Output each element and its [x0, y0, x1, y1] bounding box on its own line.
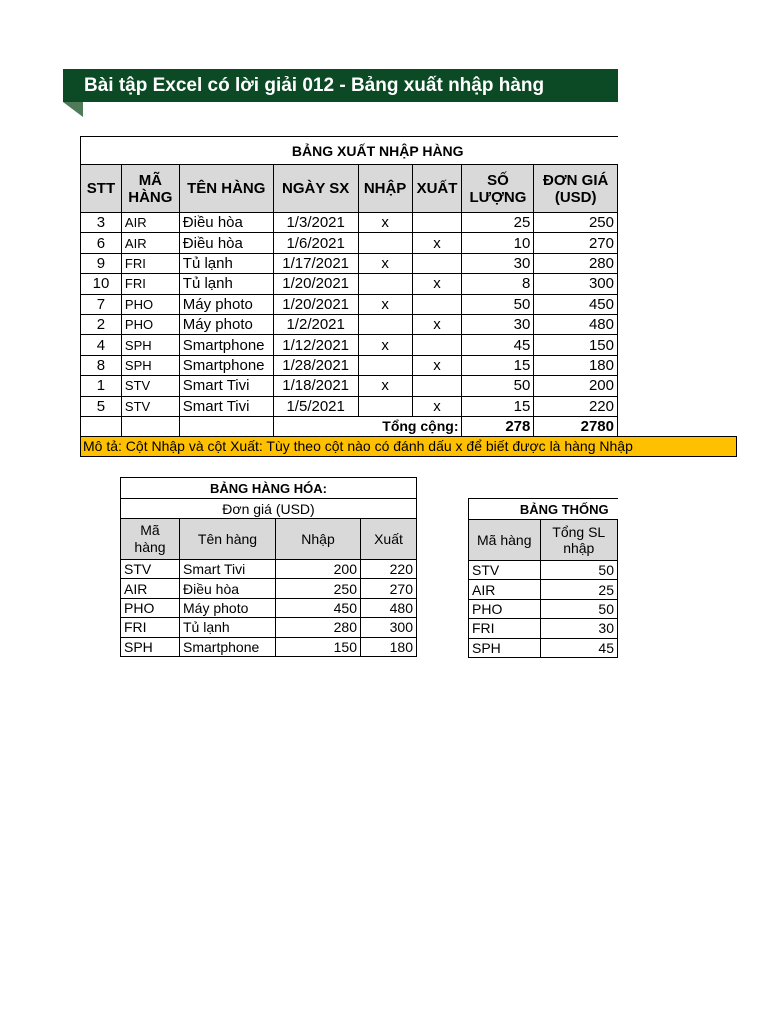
cell-import-mark[interactable]: [358, 274, 412, 294]
cell-stt[interactable]: 2: [81, 314, 122, 334]
cell-product-name[interactable]: Máy photo: [180, 598, 276, 617]
stats-header-code[interactable]: Mã hàng: [469, 520, 541, 561]
cell-product-code[interactable]: AIR: [121, 579, 180, 598]
cell-export-mark[interactable]: x: [412, 314, 462, 334]
cell-export-price[interactable]: 180: [361, 637, 417, 656]
cell-quantity[interactable]: 10: [462, 233, 534, 253]
cell-date[interactable]: 1/20/2021: [273, 294, 358, 314]
cell-stt[interactable]: 6: [81, 233, 122, 253]
stats-table-title[interactable]: BẢNG THỐNG: [469, 499, 618, 520]
header-quantity[interactable]: SỐ LƯỢNG: [462, 165, 534, 213]
total-row: [81, 416, 618, 436]
sheet-title: Bài tập Excel có lời giải 012 - Bảng xuất nhập hàng: [84, 75, 545, 96]
cell-stt[interactable]: 1: [81, 376, 122, 396]
cell-import-mark[interactable]: [358, 396, 412, 416]
cell-export-price[interactable]: 300: [361, 618, 417, 637]
cell-date[interactable]: 1/28/2021: [273, 355, 358, 375]
cell-export-mark[interactable]: [412, 294, 462, 314]
sheet-title-banner: [63, 69, 618, 102]
cell-product-name[interactable]: Tủ lạnh: [179, 274, 273, 294]
goods-table-header-row: [121, 519, 417, 560]
cell-product-name[interactable]: Smart Tivi: [180, 560, 276, 579]
total-label[interactable]: Tổng cộng:: [273, 416, 462, 436]
cell-import-price[interactable]: 200: [276, 560, 361, 579]
table-row: [81, 355, 618, 375]
cell-quantity[interactable]: 50: [462, 376, 534, 396]
stats-table: [468, 498, 618, 658]
cell-export-price[interactable]: 270: [361, 579, 417, 598]
cell-product-code[interactable]: AIR: [121, 233, 179, 253]
header-product-name[interactable]: TÊN HÀNG: [179, 165, 273, 213]
cell-import-price[interactable]: 450: [276, 598, 361, 617]
cell-date[interactable]: 1/3/2021: [273, 213, 358, 233]
cell-product-code[interactable]: STV: [121, 560, 180, 579]
cell-quantity[interactable]: 15: [462, 355, 534, 375]
cell-unit-price[interactable]: 220: [534, 396, 618, 416]
cell-product-name[interactable]: Tủ lạnh: [179, 253, 273, 273]
cell-date[interactable]: 1/12/2021: [273, 335, 358, 355]
cell-product-name[interactable]: Điều hòa: [179, 213, 273, 233]
cell-export-mark[interactable]: [412, 335, 462, 355]
table-row: [81, 376, 618, 396]
cell-product-code[interactable]: PHO: [121, 294, 179, 314]
cell-product-name[interactable]: Điều hòa: [180, 579, 276, 598]
cell-import-price[interactable]: 150: [276, 637, 361, 656]
cell-product-code[interactable]: PHO: [121, 314, 179, 334]
cell-unit-price[interactable]: 480: [534, 314, 618, 334]
cell-stt[interactable]: 5: [81, 396, 122, 416]
cell-import-mark[interactable]: [358, 355, 412, 375]
cell-date[interactable]: 1/20/2021: [273, 274, 358, 294]
cell-export-mark[interactable]: x: [412, 233, 462, 253]
cell-product-code[interactable]: FRI: [469, 619, 541, 638]
cell-unit-price[interactable]: 300: [534, 274, 618, 294]
cell-import-price[interactable]: 280: [276, 618, 361, 637]
cell-product-code[interactable]: FRI: [121, 253, 179, 273]
cell-product-name[interactable]: Smart Tivi: [179, 376, 273, 396]
table-row: [121, 579, 417, 598]
cell-product-code[interactable]: STV: [121, 396, 179, 416]
table-row: [469, 638, 618, 657]
cell-total-import[interactable]: 50: [540, 561, 617, 580]
empty-cell[interactable]: [179, 416, 273, 436]
import-export-table: [80, 136, 618, 436]
cell-product-code[interactable]: PHO: [121, 598, 180, 617]
table-row: [469, 561, 618, 580]
goods-header-name[interactable]: Tên hàng: [180, 519, 276, 560]
header-export[interactable]: XUẤT: [412, 165, 462, 213]
cell-stt[interactable]: 4: [81, 335, 122, 355]
cell-quantity[interactable]: 30: [462, 253, 534, 273]
cell-import-mark[interactable]: x: [358, 294, 412, 314]
main-table-viewport: [80, 136, 618, 436]
cell-total-import[interactable]: 25: [540, 580, 617, 599]
cell-stt[interactable]: 7: [81, 294, 122, 314]
cell-product-name[interactable]: Tủ lạnh: [180, 618, 276, 637]
banner-fold-decoration: [63, 102, 83, 117]
table-row: [121, 598, 417, 617]
table-row: [81, 294, 618, 314]
cell-date[interactable]: 1/2/2021: [273, 314, 358, 334]
cell-stt[interactable]: 3: [81, 213, 122, 233]
cell-product-name[interactable]: Smartphone: [179, 355, 273, 375]
description-cell[interactable]: [80, 436, 737, 457]
cell-product-code[interactable]: AIR: [469, 580, 541, 599]
cell-import-mark[interactable]: [358, 314, 412, 334]
cell-unit-price[interactable]: 270: [534, 233, 618, 253]
cell-export-price[interactable]: 220: [361, 560, 417, 579]
cell-export-mark[interactable]: x: [412, 396, 462, 416]
cell-export-mark[interactable]: x: [412, 274, 462, 294]
table-row: [469, 599, 618, 618]
table-row: [81, 314, 618, 334]
cell-unit-price[interactable]: 450: [534, 294, 618, 314]
table-row: [469, 619, 618, 638]
cell-product-code[interactable]: SPH: [121, 335, 179, 355]
table-row: [81, 253, 618, 273]
cell-stt[interactable]: 10: [81, 274, 122, 294]
header-unit-price[interactable]: ĐƠN GIÁ (USD): [534, 165, 618, 213]
total-quantity[interactable]: 278: [462, 416, 534, 436]
cell-product-code[interactable]: FRI: [121, 618, 180, 637]
goods-table-title[interactable]: BẢNG HÀNG HÓA:: [121, 478, 417, 499]
cell-unit-price[interactable]: 180: [534, 355, 618, 375]
stats-header-total-import[interactable]: Tổng SL nhập: [540, 520, 617, 561]
cell-product-name[interactable]: Smart Tivi: [179, 396, 273, 416]
table-row: [121, 560, 417, 579]
cell-total-import[interactable]: 45: [540, 638, 617, 657]
goods-table: [120, 477, 417, 657]
cell-import-mark[interactable]: x: [358, 376, 412, 396]
table-row: [81, 233, 618, 253]
cell-product-code[interactable]: FRI: [121, 274, 179, 294]
cell-product-code[interactable]: STV: [469, 561, 541, 580]
goods-header-import[interactable]: Nhập: [276, 519, 361, 560]
cell-unit-price[interactable]: 150: [534, 335, 618, 355]
cell-date[interactable]: 1/5/2021: [273, 396, 358, 416]
cell-quantity[interactable]: 25: [462, 213, 534, 233]
cell-import-mark[interactable]: x: [358, 335, 412, 355]
empty-cell[interactable]: [81, 416, 122, 436]
table-row: [81, 396, 618, 416]
main-table-title[interactable]: BẢNG XUẤT NHẬP HÀNG: [81, 137, 618, 165]
table-row: [81, 213, 618, 233]
cell-product-code[interactable]: SPH: [469, 638, 541, 657]
table-row: [121, 618, 417, 637]
cell-export-price[interactable]: 480: [361, 598, 417, 617]
cell-product-code[interactable]: STV: [121, 376, 179, 396]
total-price[interactable]: 2780: [534, 416, 618, 436]
goods-table-subtitle[interactable]: Đơn giá (USD): [121, 499, 417, 519]
cell-product-name[interactable]: Máy photo: [179, 294, 273, 314]
table-row: [469, 580, 618, 599]
cell-unit-price[interactable]: 250: [534, 213, 618, 233]
cell-quantity[interactable]: 15: [462, 396, 534, 416]
cell-import-mark[interactable]: [358, 233, 412, 253]
cell-unit-price[interactable]: 280: [534, 253, 618, 273]
cell-total-import[interactable]: 50: [540, 599, 617, 618]
cell-product-code[interactable]: PHO: [469, 599, 541, 618]
cell-total-import[interactable]: 30: [540, 619, 617, 638]
goods-header-export[interactable]: Xuất: [361, 519, 417, 560]
table-row: [81, 274, 618, 294]
cell-export-mark[interactable]: [412, 376, 462, 396]
main-table-header-row: [81, 165, 618, 213]
cell-date[interactable]: 1/18/2021: [273, 376, 358, 396]
cell-stt[interactable]: 9: [81, 253, 122, 273]
table-row: [81, 335, 618, 355]
cell-date[interactable]: 1/17/2021: [273, 253, 358, 273]
cell-export-mark[interactable]: [412, 213, 462, 233]
header-manufacture-date[interactable]: NGÀY SX: [273, 165, 358, 213]
stats-table-header-row: [469, 520, 618, 561]
cell-product-name[interactable]: Điều hòa: [179, 233, 273, 253]
cell-import-price[interactable]: 250: [276, 579, 361, 598]
goods-header-code[interactable]: Mã hàng: [121, 519, 180, 560]
cell-product-code[interactable]: SPH: [121, 355, 179, 375]
cell-quantity[interactable]: 45: [462, 335, 534, 355]
header-stt[interactable]: STT: [81, 165, 122, 213]
cell-stt[interactable]: 8: [81, 355, 122, 375]
cell-import-mark[interactable]: x: [358, 253, 412, 273]
cell-quantity[interactable]: 50: [462, 294, 534, 314]
stats-table-viewport: [468, 498, 618, 660]
cell-quantity[interactable]: 8: [462, 274, 534, 294]
cell-unit-price[interactable]: 200: [534, 376, 618, 396]
description-text: Mô tả: Cột Nhập và cột Xuất: Tùy theo cột nào có đánh dấu x để biết được là hàng Nhập: [83, 438, 633, 454]
cell-product-name[interactable]: Máy photo: [179, 314, 273, 334]
cell-export-mark[interactable]: [412, 253, 462, 273]
header-import[interactable]: NHẬP: [358, 165, 412, 213]
cell-import-mark[interactable]: x: [358, 213, 412, 233]
cell-date[interactable]: 1/6/2021: [273, 233, 358, 253]
header-product-code[interactable]: MÃ HÀNG: [121, 165, 179, 213]
cell-product-code[interactable]: AIR: [121, 213, 179, 233]
empty-cell[interactable]: [121, 416, 179, 436]
cell-quantity[interactable]: 30: [462, 314, 534, 334]
cell-export-mark[interactable]: x: [412, 355, 462, 375]
cell-product-code[interactable]: SPH: [121, 637, 180, 656]
cell-product-name[interactable]: Smartphone: [180, 637, 276, 656]
cell-product-name[interactable]: Smartphone: [179, 335, 273, 355]
table-row: [121, 637, 417, 656]
